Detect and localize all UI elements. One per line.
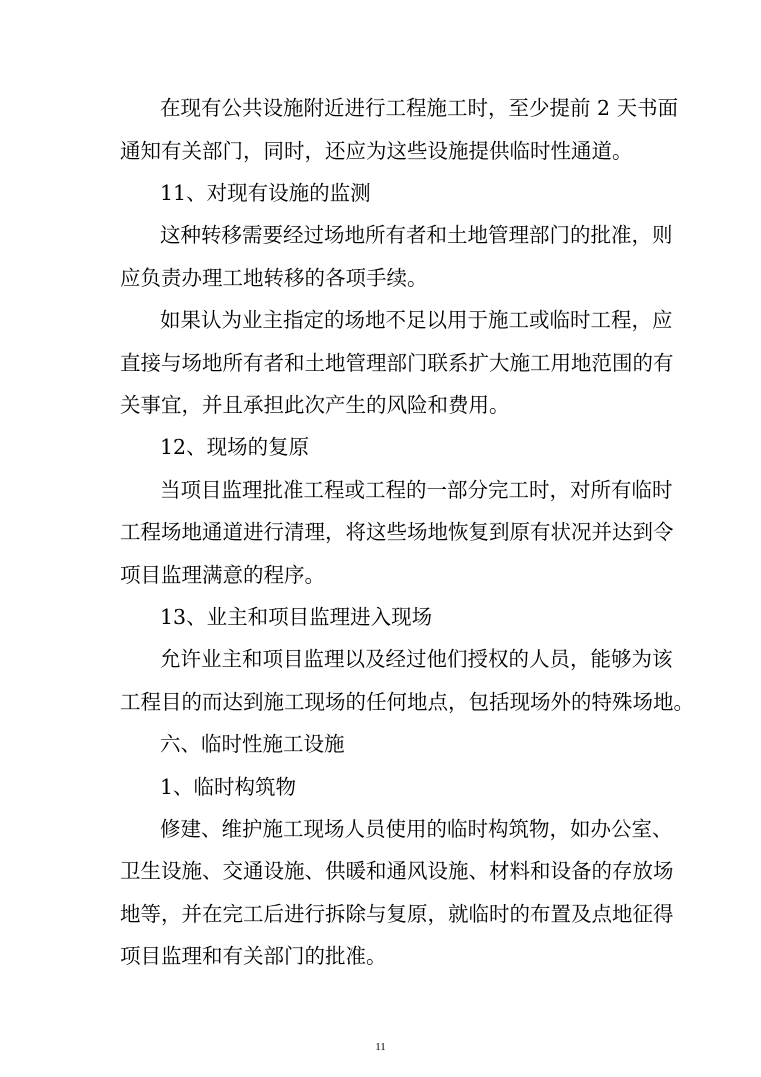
paragraph-line: 应负责办理工地转移的各项手续。 [120, 266, 428, 290]
section-heading: 1、临时构筑物 [160, 775, 297, 799]
paragraph-line: 如果认为业主指定的场地不足以用于施工或临时工程，应 [160, 308, 673, 332]
paragraph-line: 工程目的而达到施工现场的任何地点，包括现场外的特殊场地。 [120, 690, 694, 714]
paragraph-line: 当项目监理批准工程或工程的一部分完工时，对所有临时 [160, 478, 673, 502]
paragraph-line: 项目监理满意的程序。 [120, 563, 325, 587]
paragraph-line: 直接与场地所有者和土地管理部门联系扩大施工用地范围的有 [120, 351, 674, 375]
paragraph-line: 项目监理和有关部门的批准。 [120, 944, 387, 968]
paragraph-line: 地等，并在完工后进行拆除与复原，就临时的布置及点地征得 [120, 902, 674, 926]
paragraph-line: 卫生设施、交通设施、供暖和通风设施、材料和设备的存放场 [120, 859, 674, 883]
paragraph-line: 通知有关部门，同时，还应为这些设施提供临时性通道。 [120, 139, 633, 163]
section-heading: 13、业主和项目监理进入现场 [160, 605, 433, 629]
paragraph-line: 这种转移需要经过场地所有者和土地管理部门的批准，则 [160, 223, 673, 247]
page-number: 11 [375, 1041, 386, 1053]
chapter-heading: 六、临时性施工设施 [160, 732, 345, 756]
section-heading: 11、对现有设施的监测 [160, 181, 371, 205]
paragraph-line: 修建、维护施工现场人员使用的临时构筑物，如办公室、 [160, 817, 673, 841]
paragraph-line: 关事宜，并且承担此次产生的风险和费用。 [120, 393, 510, 417]
section-heading: 12、现场的复原 [160, 435, 310, 459]
paragraph-line: 允许业主和项目监理以及经过他们授权的人员，能够为该 [160, 647, 673, 671]
paragraph-line: 在现有公共设施附近进行工程施工时，至少提前 2 天书面 [160, 96, 679, 120]
paragraph-line: 工程场地通道进行清理，将这些场地恢复到原有状况并达到令 [120, 520, 674, 544]
